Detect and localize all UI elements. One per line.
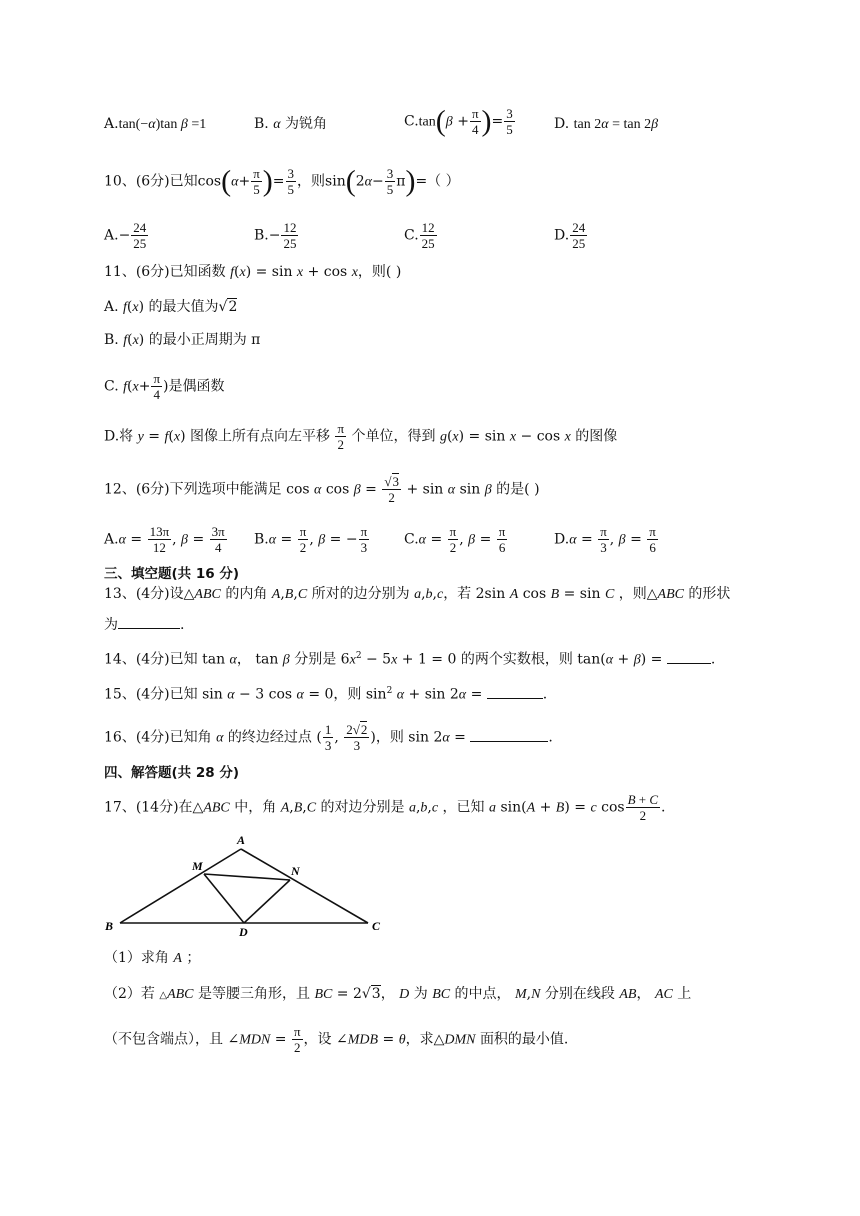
q14: 14、(4分)已知 tan α， tan β 分别是 $6x^2 - 5x + 1 = 0$ 的两个实数根，则 tan(α + β) = .: [104, 646, 715, 671]
q11-stem: 11、(6分)已知函数 f(x) = sin x + cos x，则( ): [104, 264, 402, 280]
q16-answer-blank[interactable]: [470, 727, 548, 742]
segment-md: [204, 874, 244, 923]
q11-option-a: A. f(x) 的最大值为√2: [104, 299, 238, 315]
q13-line1: 13、(4分)设△ABC 的内角 A,B,C 所对的边分别为 a,b,c，若 2sin A cos B = sin C ，则△ABC 的形状: [104, 586, 731, 602]
q11-option-d: D.将 y = f(x) 图像上所有点向左平移 $\frac{\pi}{2}$ 个单位，得到 g(x) = sin x − cos x 的图像: [104, 421, 618, 452]
q17-part1: （1）求角 A ；: [104, 950, 201, 966]
point-d-label: D: [239, 925, 248, 938]
q12-option-b: B.α = $\frac{\pi}{2}$ , β = − $\frac{\pi}{3}$: [254, 524, 368, 555]
section-3-title: 三、填空题(共 16 分): [104, 566, 240, 582]
q9-option-c: C.tan(β + $\frac{\pi}{4}$ )= $\frac{3}{5}$: [404, 104, 513, 138]
q9-option-d: D. tan 2α = tan 2β: [554, 116, 659, 132]
segment-mn: [204, 874, 290, 880]
q12-option-a: A.α = $\frac{13\pi}{12}$ , β = $\frac{3\pi}{4}$: [104, 524, 225, 555]
q10-option-a: A.− $\frac{24}{25}$: [104, 220, 147, 251]
q11-option-b: B. f(x) 的最小正周期为 π: [104, 332, 261, 348]
q10-option-d: D. $\frac{24}{25}$: [554, 220, 586, 251]
point-b-label: B: [105, 919, 114, 933]
triangle-figure: [100, 828, 390, 938]
point-c-label: C: [372, 919, 381, 933]
segment-ac: [241, 849, 368, 923]
q17-part3: （不包含端点），且 ∠MDN = $\frac{\pi}{2}$ ，设 ∠MDB = θ，求△DMN 面积的最小值.: [104, 1024, 569, 1055]
q12-option-d: D.α = $\frac{\pi}{3}$ , β = $\frac{\pi}{6}$: [554, 524, 656, 555]
q10-stem: 10、(6分)已知cos(α+ $\frac{\pi}{5}$ )= $\frac{3}{5}$ ，则sin(2α− $\frac{3}{5}$ π)=（ ）: [104, 164, 460, 198]
q15: 15、(4分)已知 sin α − 3 cos α = 0，则 $\sin^2 \alpha + \sin 2\alpha$ = .: [104, 681, 547, 706]
point-m-label: M: [192, 859, 203, 873]
q9-option-b: B. α 为锐角: [254, 116, 328, 132]
q10-option-c: C. $\frac{12}{25}$: [404, 220, 435, 251]
q12-stem: 12、(6分)下列选项中能满足 cos α cos β = $\frac{√3}{2}$ + sin α sin β 的是( ): [104, 474, 540, 505]
q9-option-a: A.tan(−α)tan β =1: [104, 116, 207, 132]
q12-option-c: C.α = $\frac{\pi}{2}$ , β = $\frac{\pi}{6}$: [404, 524, 506, 555]
segment-ba: [120, 849, 241, 923]
q10-option-b: B.− $\frac{12}{25}$: [254, 220, 297, 251]
q11-option-c: C. f(x+ $\frac{\pi}{4}$ )是偶函数: [104, 371, 225, 402]
q13-answer-blank[interactable]: [118, 614, 180, 629]
q15-answer-blank[interactable]: [487, 684, 543, 699]
point-n-label: N: [291, 864, 300, 878]
q17-stem: 17、(14分)在△ABC 中，角 A,B,C 的对边分别是 a,b,c ，已知 a sin(A + B) = c cos $\frac{B + C}{2}$ .: [104, 792, 666, 823]
q14-answer-blank[interactable]: [667, 649, 711, 664]
q17-part2: （2）若 △ABC 是等腰三角形，且 BC = 2√3， D 为 BC 的中点， M,N 分别在线段 AB， AC 上: [104, 986, 692, 1002]
point-a-label: A: [237, 833, 246, 847]
segment-nd: [244, 880, 290, 923]
q16: 16、(4分)已知角 α 的终边经过点 ( $\frac{1}{3}$ , $\frac{2√2}{3}$ )，则 sin 2α = .: [104, 722, 553, 753]
section-4-title: 四、解答题(共 28 分): [104, 765, 240, 781]
q13-line2: 为 .: [104, 614, 184, 635]
